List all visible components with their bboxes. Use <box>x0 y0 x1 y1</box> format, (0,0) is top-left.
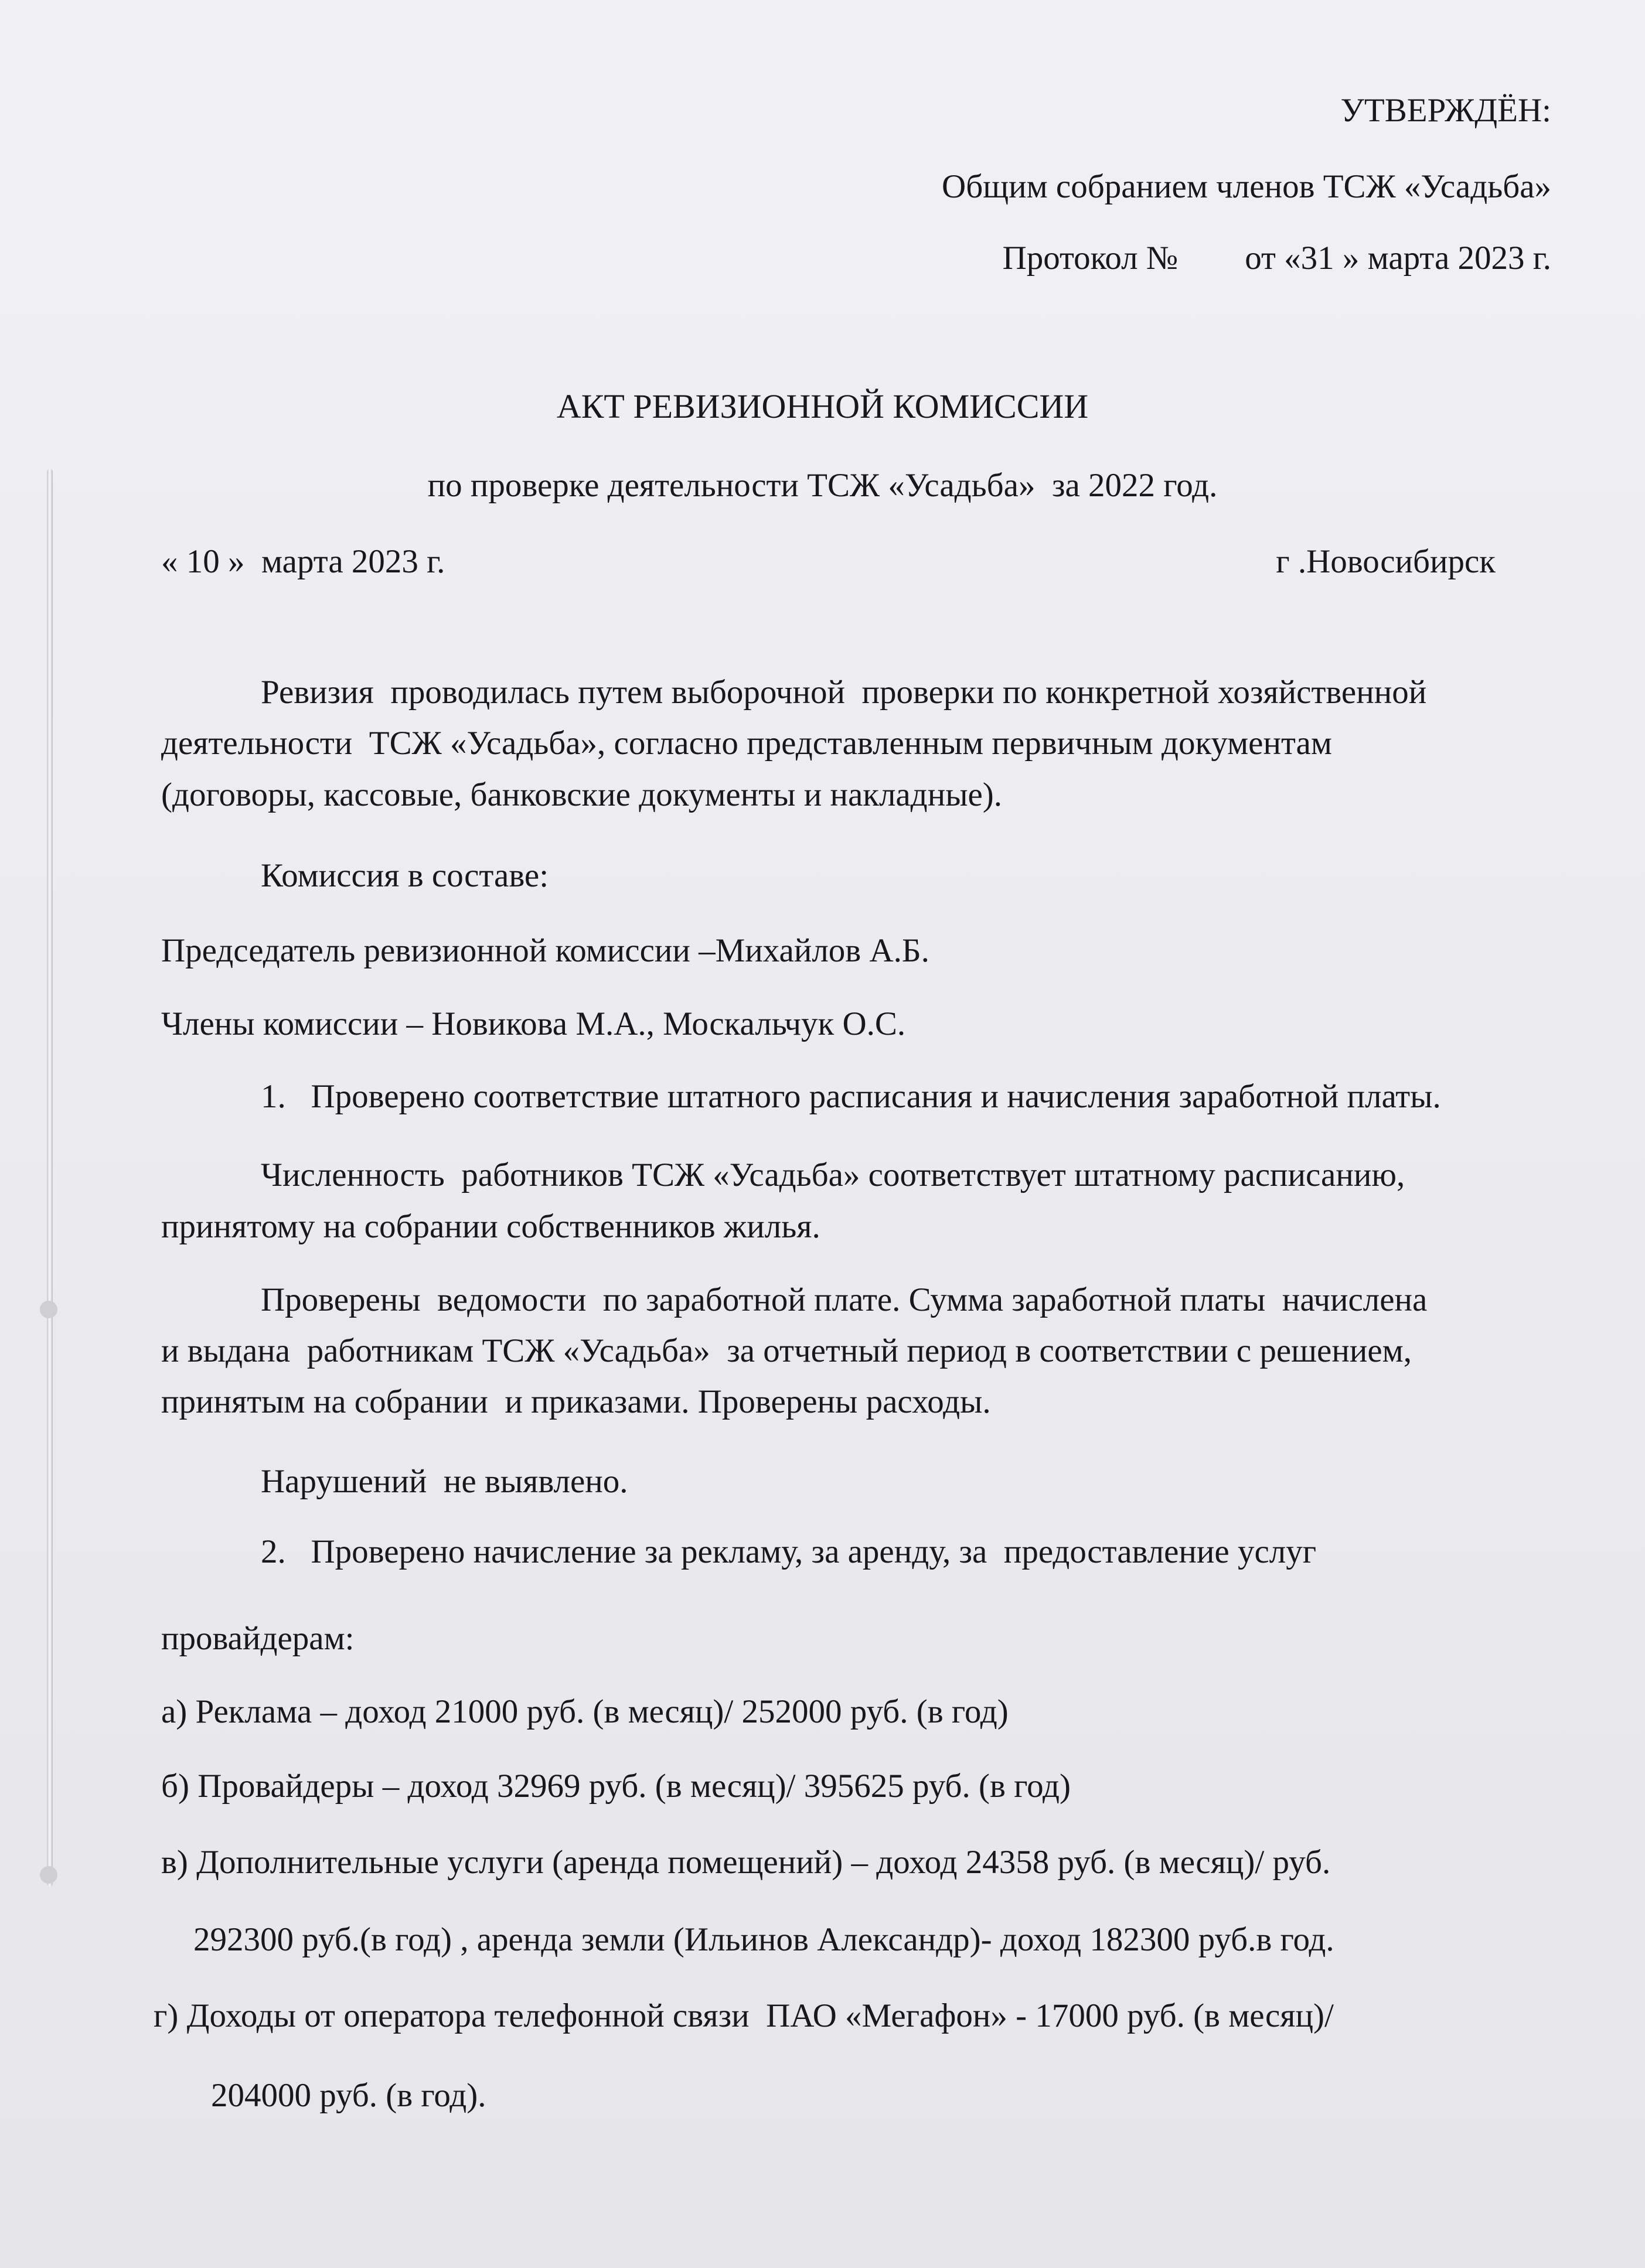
section1-paragraph: и выдана работникам ТСЖ «Усадьба» за отчетный период в соответствии с решением, <box>161 1332 1412 1369</box>
section1-conclusion: Нарушений не выявлено. <box>261 1463 628 1500</box>
section1-paragraph: принятому на собрании собственников жилья. <box>161 1208 820 1245</box>
document-date: « 10 » марта 2023 г. <box>161 543 445 580</box>
income-item-cont: 292300 руб.(в год) , аренда земли (Ильинов Александр)- доход 182300 руб.в год. <box>193 1921 1334 1958</box>
commission-heading: Комиссия в составе: <box>261 857 549 894</box>
intro-line: деятельности ТСЖ «Усадьба», согласно представленным первичным документам <box>161 725 1332 762</box>
intro-line: (договоры, кассовые, банковские документы и накладные). <box>161 776 1003 813</box>
section1-paragraph: Численность работников ТСЖ «Усадьба» соответствует штатному расписанию, <box>261 1157 1405 1193</box>
document-subtitle: по проверке деятельности ТСЖ «Усадьба» за 2022 год. <box>427 467 1218 504</box>
document-title: АКТ РЕВИЗИОННОЙ КОМИССИИ <box>556 387 1089 425</box>
protocol-line: Протокол № от «31 » марта 2023 г. <box>1002 240 1551 277</box>
income-item: в) Дополнительные услуги (аренда помещений) – доход 24358 руб. (в месяц)/ руб. <box>161 1844 1331 1881</box>
section1-paragraph: Проверены ведомости по заработной плате. Сумма заработной платы начислена <box>261 1281 1428 1318</box>
binding-knot <box>40 1301 57 1318</box>
commission-chair: Председатель ревизионной комиссии –Михайлов А.Б. <box>161 932 929 969</box>
commission-members: Члены комиссии – Новикова М.А., Москальчук О.С. <box>161 1005 906 1042</box>
income-item: г) Доходы от оператора телефонной связи ПАО «Мегафон» - 17000 руб. (в месяц)/ <box>154 1997 1334 2034</box>
approved-label: УТВЕРЖДЁН: <box>1340 92 1551 129</box>
intro-line: Ревизия проводилась путем выборочной проверки по конкретной хозяйственной <box>261 674 1427 711</box>
section1-paragraph: принятым на собрании и приказами. Проверены расходы. <box>161 1383 991 1420</box>
section2-heading: 2. Проверено начисление за рекламу, за аренду, за предоставление услуг <box>261 1533 1317 1570</box>
section1-heading: 1. Проверено соответствие штатного расписания и начисления заработной платы. <box>261 1078 1441 1115</box>
document-city: г .Новосибирск <box>1276 543 1496 580</box>
section2-heading-cont: провайдерам: <box>161 1620 355 1657</box>
income-item: а) Реклама – доход 21000 руб. (в месяц)/ 252000 руб. (в год) <box>161 1693 1009 1730</box>
income-item: б) Провайдеры – доход 32969 руб. (в месяц)/ 395625 руб. (в год) <box>161 1768 1071 1805</box>
binding-knot <box>40 1866 57 1884</box>
approved-by: Общим собранием членов ТСЖ «Усадьба» <box>942 168 1551 205</box>
income-item-cont: 204000 руб. (в год). <box>211 2077 486 2114</box>
binding-thread <box>47 469 53 1887</box>
